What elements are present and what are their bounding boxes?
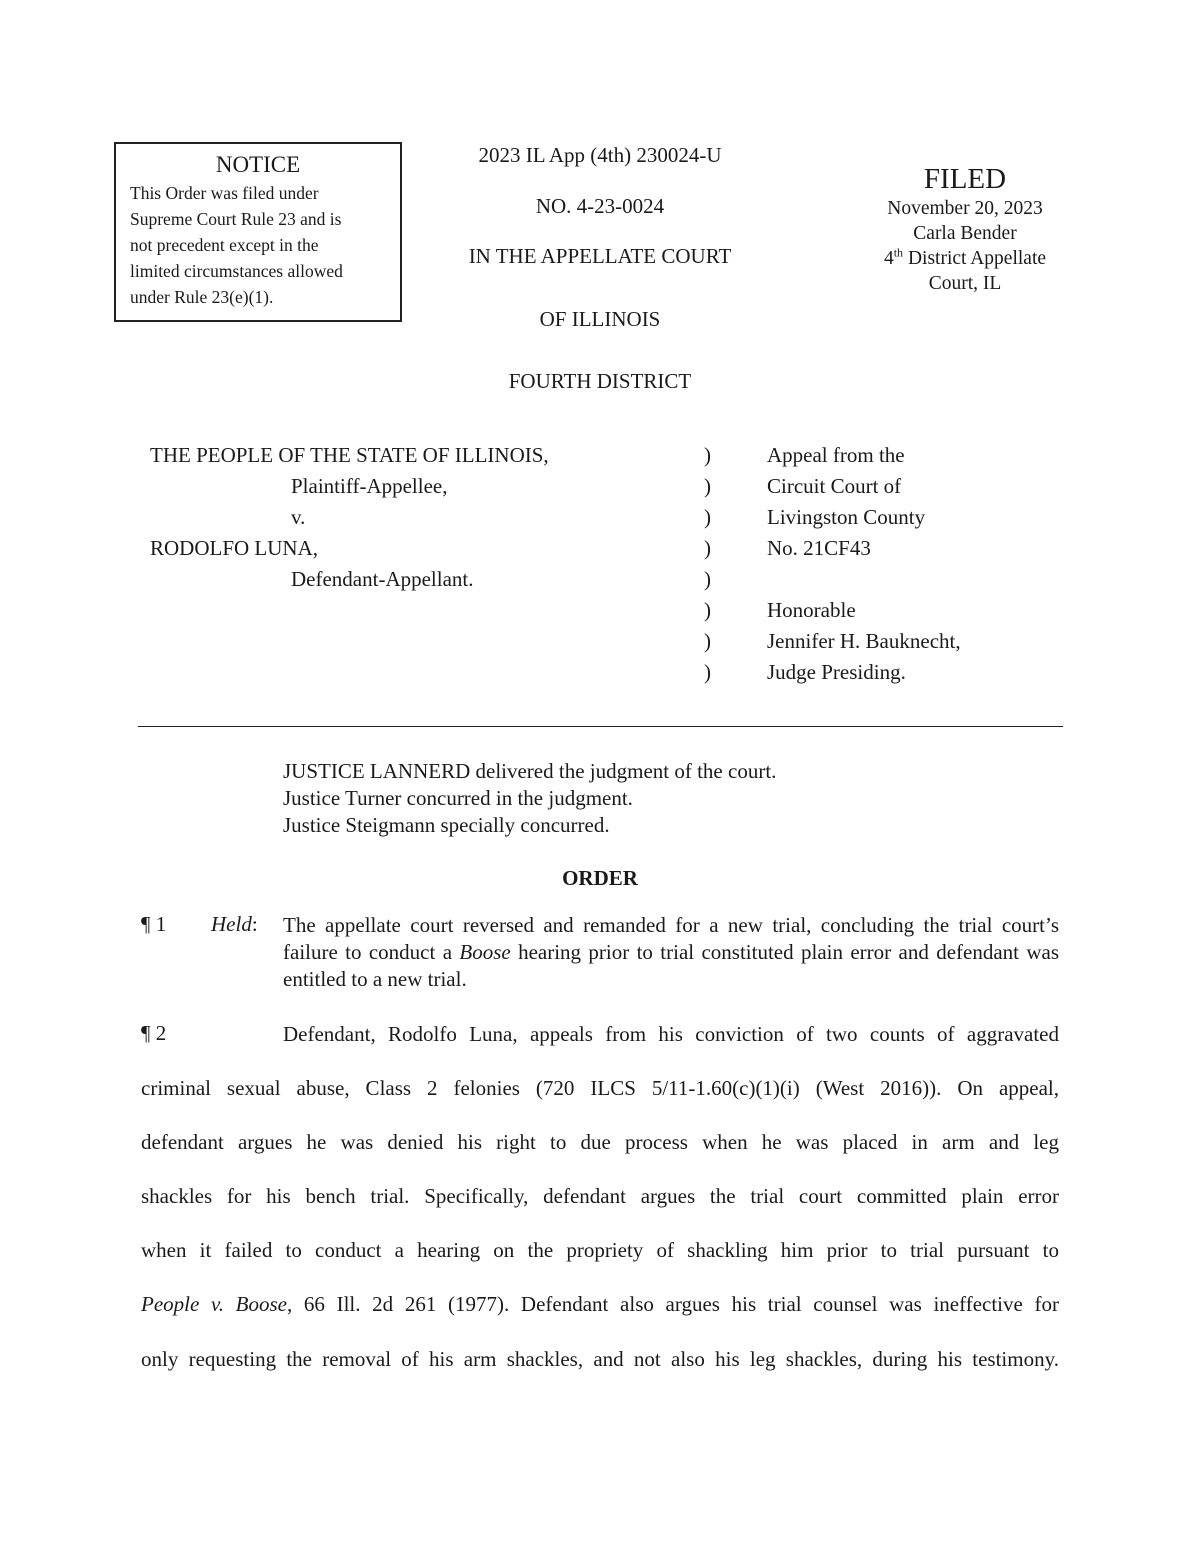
citation: 2023 IL App (4th) 230024-U — [478, 143, 722, 167]
caption-judge-line: Judge Presiding. — [767, 660, 906, 684]
body-line: criminal sexual abuse, Class 2 felonies (720 ILCS 5/11-1.60(c)(1)(i) (West 2016)). On appeal, — [141, 1076, 1059, 1100]
court-name: IN THE APPELLATE COURT — [468, 244, 732, 268]
filed-stamp — [855, 162, 1075, 296]
caption-appeal-line: Appeal from the — [767, 443, 905, 467]
filed-court: Court, IL — [928, 273, 1002, 294]
notice-line: not precedent except in the — [130, 235, 319, 255]
caption-defendant: RODOLFO LUNA, — [150, 536, 318, 560]
caption-paren: ) — [704, 443, 711, 467]
body-line: Defendant, Rodolfo Luna, appeals from his conviction of two counts of aggravated — [283, 1022, 1059, 1046]
caption-case-number: No. 21CF43 — [767, 536, 871, 560]
caption-judge-name: Jennifer H. Bauknecht, — [767, 629, 961, 653]
paragraph-mark: ¶ 1 — [141, 912, 167, 936]
body-line: defendant argues he was denied his right to due process when he was placed in arm and leg — [141, 1130, 1059, 1154]
notice-line: This Order was filed under — [130, 183, 319, 203]
caption-paren: ) — [704, 505, 711, 529]
caption-plaintiff: THE PEOPLE OF THE STATE OF ILLINOIS, — [150, 443, 549, 467]
caption-paren: ) — [704, 598, 711, 622]
order-heading: ORDER — [562, 866, 638, 890]
held-label: Held: — [211, 912, 258, 936]
body-line: shackles for his bench trial. Specifically, defendant argues the trial court committed plain error — [141, 1184, 1059, 1208]
court-district: FOURTH DISTRICT — [508, 369, 692, 393]
caption-versus: v. — [291, 505, 306, 529]
caption-paren: ) — [704, 536, 711, 560]
notice-line: limited circumstances allowed — [130, 261, 343, 281]
filed-clerk: Carla Bender — [913, 223, 1017, 244]
held-text: The appellate court reversed and remanded for a new trial, concluding the trial court’s failure to conduct a Boose hearing prior to trial constituted plain error and defendant was entitled to a new trial. — [283, 913, 1059, 991]
caption-appeal-line: Circuit Court of — [767, 474, 902, 498]
notice-title: NOTICE — [215, 152, 301, 177]
notice-line: Supreme Court Rule 23 and is — [130, 209, 342, 229]
court-state: OF ILLINOIS — [539, 307, 661, 331]
notice-line: under Rule 23(e)(1). — [130, 287, 274, 307]
caption-paren: ) — [704, 660, 711, 684]
caption-plaintiff-role: Plaintiff-Appellee, — [291, 474, 448, 498]
filed-district: 4th District Appellate — [883, 245, 1047, 269]
justice-line: Justice Turner concurred in the judgment. — [283, 786, 633, 810]
body-line: People v. Boose, 66 Ill. 2d 261 (1977). Defendant also argues his trial counsel was ineffective for — [141, 1292, 1059, 1316]
caption-divider — [138, 726, 1063, 727]
caption-paren: ) — [704, 629, 711, 653]
caption-defendant-role: Defendant-Appellant. — [291, 567, 474, 591]
docket-number: NO. 4-23-0024 — [535, 194, 665, 218]
filed-title: FILED — [923, 163, 1007, 195]
caption-appeal-line: Livingston County — [767, 505, 926, 529]
body-line: only requesting the removal of his arm shackles, and not also his leg shackles, during his testimony. — [141, 1347, 1059, 1371]
filed-date: November 20, 2023 — [887, 198, 1043, 219]
notice-box — [114, 142, 402, 322]
caption-paren: ) — [704, 567, 711, 591]
justice-line: JUSTICE LANNERD delivered the judgment of the court. — [283, 759, 777, 783]
caption-paren: ) — [704, 474, 711, 498]
justice-line: Justice Steigmann specially concurred. — [283, 813, 610, 837]
caption-judge-line: Honorable — [767, 598, 856, 622]
body-line: when it failed to conduct a hearing on the propriety of shackling him prior to trial pursuant to — [141, 1238, 1059, 1262]
paragraph-mark: ¶ 2 — [141, 1021, 167, 1045]
